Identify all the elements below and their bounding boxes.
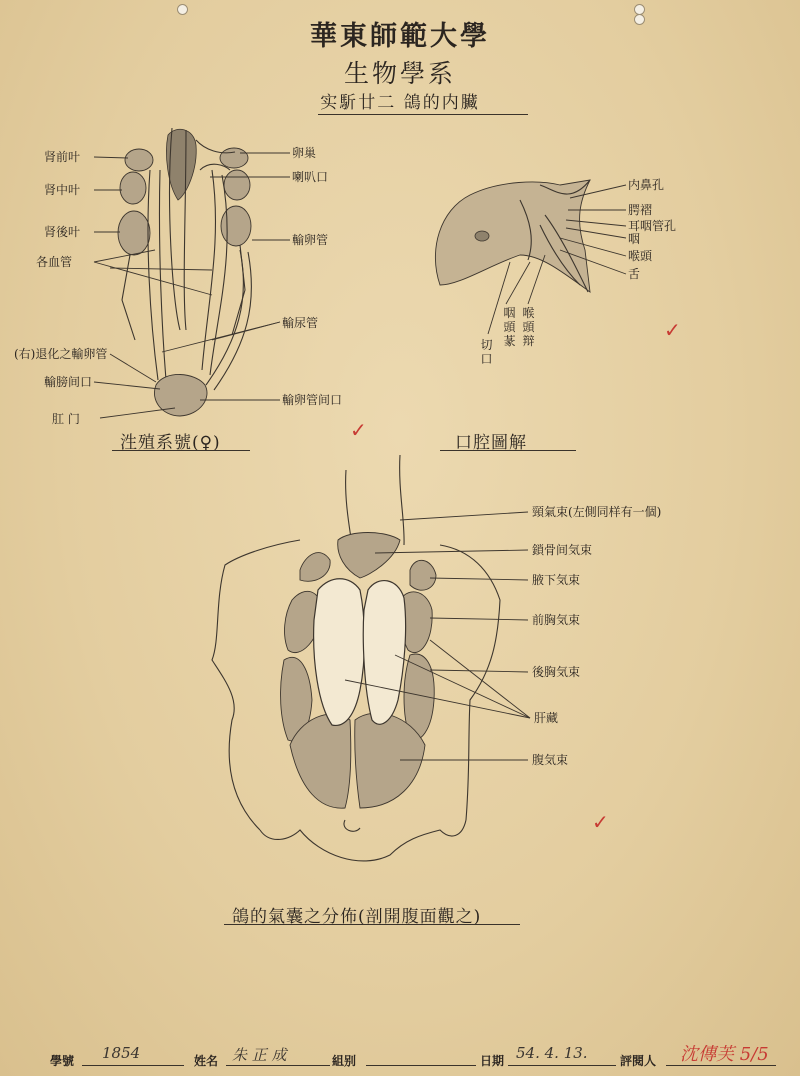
label-larynx: 喉頭: [628, 249, 653, 263]
name-value: 朱 正 成: [232, 1046, 287, 1064]
grader-label: 評閱人: [620, 1054, 657, 1068]
record-footer: [0, 1040, 800, 1070]
reproductive-system-drawing: [94, 128, 290, 418]
label-anus: 肛 门: [52, 412, 80, 426]
name-label: 姓名: [194, 1054, 219, 1068]
field-underline: [366, 1065, 476, 1066]
experiment-title: 实馸廿二 鴿的内臟: [320, 93, 480, 113]
check-mark: ✓: [350, 418, 367, 442]
label-kidney-front: 肾前叶: [44, 150, 81, 164]
label-blood-vessels: 各血管: [36, 255, 73, 269]
label-laryngeal-valve: 喉頭辩: [522, 306, 535, 348]
label-tongue: 舌: [628, 267, 641, 281]
group-label: 組别: [332, 1054, 357, 1068]
label-pharynx: 咽: [628, 232, 641, 246]
label-anterior-thoracic-sac: 前胸気束: [532, 613, 581, 627]
label-eustachian-opening: 耳咽管孔: [628, 219, 677, 233]
label-ureter: 輸尿管: [282, 316, 319, 330]
label-axillary-sac: 腋下気束: [532, 573, 581, 587]
label-inner-nostril: 内鼻孔: [628, 178, 665, 192]
label-kidney-middle: 肾中叶: [44, 183, 81, 197]
label-funnel-opening: 喇叭口: [292, 170, 329, 184]
caption-underline: [440, 450, 576, 451]
label-cervical-sac: 頸氣束(左側同样有一個): [532, 505, 662, 519]
university-name: 華東師範大學: [310, 21, 490, 52]
field-underline: [82, 1065, 184, 1066]
check-mark: ✓: [592, 810, 609, 834]
caption-oral: 口腔圖解: [455, 433, 527, 453]
date-value: 54. 4. 13.: [516, 1044, 588, 1062]
department-name: 生物學系: [343, 59, 456, 88]
label-ureter-opening: 輸膀间口: [44, 375, 93, 389]
caption-underline: [112, 450, 250, 451]
label-pharynx-skin: 咽頭蒃: [503, 306, 516, 348]
label-posterior-thoracic-sac: 後胸気束: [532, 665, 581, 679]
label-cut-opening: 切口: [480, 338, 493, 366]
caption-air-sacs: 鴿的氣囊之分佈(剖開腹面觀之): [232, 907, 482, 927]
grader-signature: 沈傳芙 5/5: [680, 1044, 769, 1065]
label-ovary: 卵巢: [292, 146, 317, 160]
label-kidney-back: 肾後叶: [44, 225, 81, 239]
check-mark: ✓: [664, 318, 681, 342]
student-number-label: 學號: [50, 1054, 75, 1068]
field-underline: [226, 1065, 330, 1066]
label-palatal-fold: 腭褶: [628, 203, 653, 217]
air-sac-drawing: [212, 455, 530, 861]
label-right-oviduct: (右)退化之輸卵管: [14, 347, 108, 361]
student-number-value: 1854: [102, 1044, 141, 1062]
date-label: 日期: [480, 1054, 505, 1068]
label-clavicular-sac: 鎖骨间気束: [532, 543, 593, 557]
label-oviduct: 輸卵管: [292, 233, 329, 247]
label-liver: 肝藏: [534, 711, 559, 725]
label-oviduct-opening: 輸卵管间口: [282, 393, 343, 407]
field-underline: [508, 1065, 616, 1066]
caption-underline: [224, 924, 520, 925]
caption-reproductive: 泩殖系號(♀): [120, 433, 221, 453]
label-abdominal-sac: 腹気束: [532, 753, 569, 767]
